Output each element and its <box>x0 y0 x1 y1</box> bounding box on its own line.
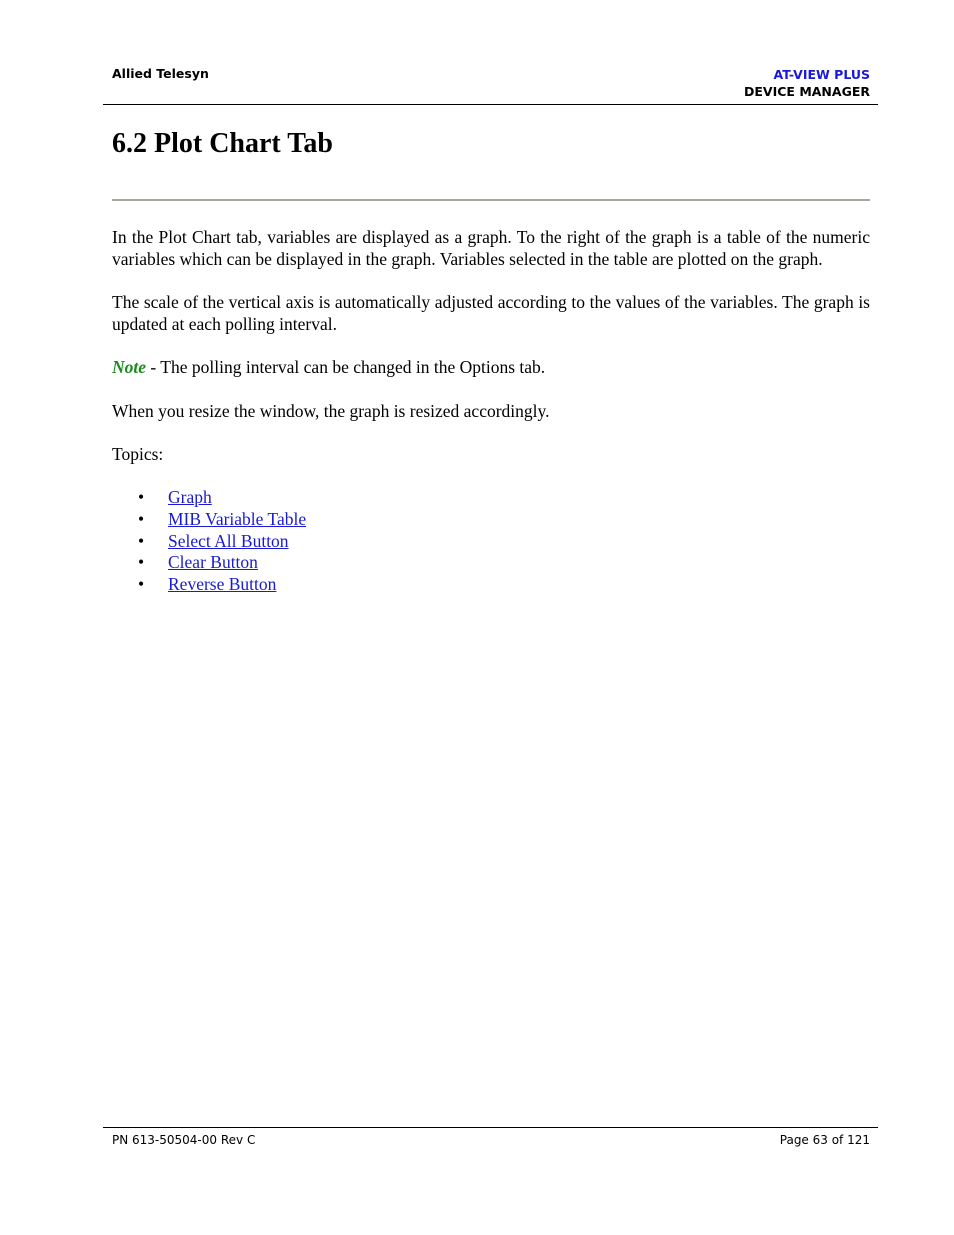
footer-divider <box>103 1127 878 1128</box>
topics-list <box>112 487 870 595</box>
topic-link-reverse-button[interactable]: Reverse Button <box>168 573 277 594</box>
footer-part-number: PN 613-50504-00 Rev C <box>112 1133 256 1147</box>
intro-paragraph: In the Plot Chart tab, variables are displayed as a graph. To the right of the graph is a table of the numeric variables which can be displayed in the graph. Variables selected in the table are plotted on the graph. <box>112 227 870 269</box>
header-divider <box>103 104 878 105</box>
header-product: AT-VIEW PLUS <box>773 67 870 82</box>
topic-link-select-all-button[interactable]: Select All Button <box>168 530 289 551</box>
list-item <box>112 574 870 596</box>
note-text: - The polling interval can be changed in the Options tab. <box>146 357 546 378</box>
bullet-icon: • <box>138 508 145 529</box>
note-paragraph <box>112 357 870 379</box>
bullet-icon: • <box>138 530 145 551</box>
footer-page-number: Page 63 of 121 <box>779 1133 870 1147</box>
topic-link-clear-button[interactable]: Clear Button <box>168 552 258 573</box>
list-item <box>112 552 870 574</box>
header-product-block <box>744 66 870 100</box>
scale-paragraph: The scale of the vertical axis is automatically adjusted according to the values of the variables. The graph is updated at each polling interval. <box>112 292 870 334</box>
list-item <box>112 487 870 509</box>
title-divider <box>112 199 870 201</box>
body-content <box>112 227 870 595</box>
list-item <box>112 531 870 553</box>
bullet-icon: • <box>138 573 145 594</box>
topics-label: Topics: <box>112 443 164 464</box>
topic-link-mib-variable-table[interactable]: MIB Variable Table <box>168 508 307 529</box>
header-company: Allied Telesyn <box>112 66 209 81</box>
bullet-icon: • <box>138 487 145 508</box>
topic-link-graph[interactable]: Graph <box>168 487 212 508</box>
bullet-icon: • <box>138 552 145 573</box>
header-section: DEVICE MANAGER <box>744 84 870 99</box>
page-title: 6.2 Plot Chart Tab <box>112 128 333 159</box>
note-label: Note <box>112 357 147 378</box>
resize-paragraph: When you resize the window, the graph is resized accordingly. <box>112 400 550 421</box>
list-item <box>112 509 870 531</box>
